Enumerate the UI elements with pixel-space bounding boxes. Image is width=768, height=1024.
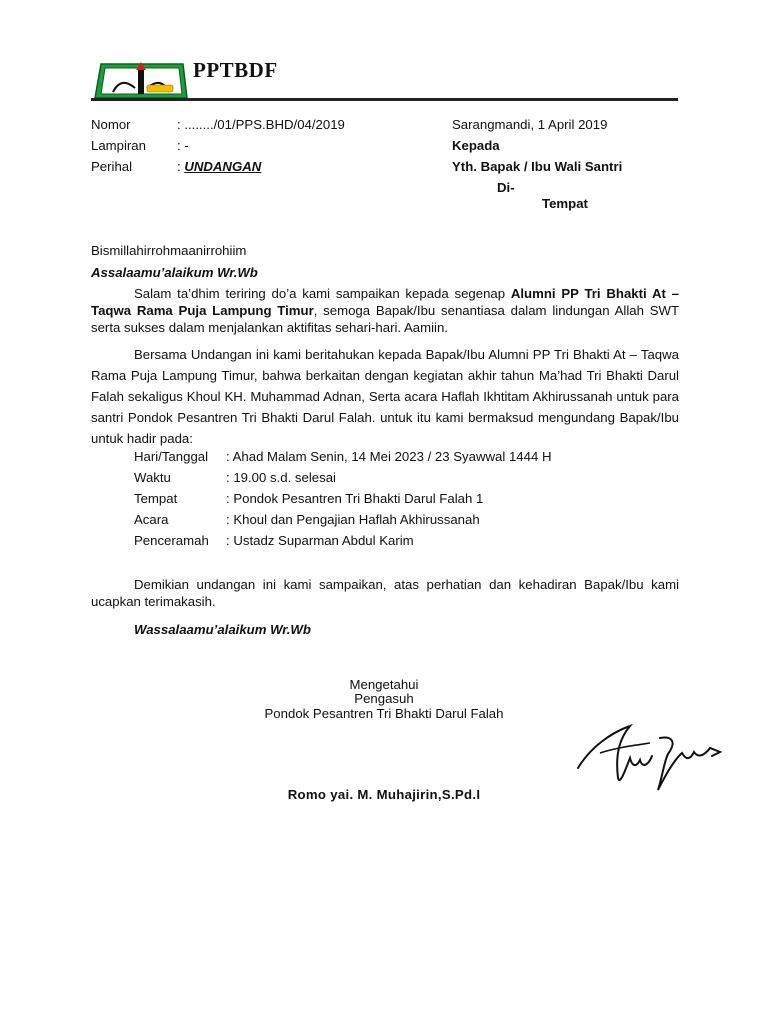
handwritten-signature bbox=[570, 708, 730, 798]
mengetahui: Mengetahui bbox=[349, 677, 419, 692]
salam-open: Assalaamu’alaikum Wr.Wb bbox=[91, 265, 258, 280]
salam-close: Wassalaamu’alaikum Wr.Wb bbox=[134, 622, 311, 637]
lampiran-label: Lampiran bbox=[91, 138, 146, 153]
perihal-value: UNDANGAN bbox=[184, 159, 262, 174]
closing-paragraph: Demikian undangan ini kami sampaikan, atas perhatian dan kehadiran Bapak/Ibu kami ucapkan terimakasih. bbox=[91, 577, 679, 609]
detail-label: Acara bbox=[134, 512, 169, 527]
detail-value: : Khoul dan Pengajian Haflah Akhirussanah bbox=[226, 512, 480, 527]
detail-value: : Ahad Malam Senin, 14 Mei 2023 / 23 Syawwal 1444 H bbox=[226, 449, 552, 464]
recipient: Yth. Bapak / Ibu Wali Santri bbox=[452, 159, 623, 174]
detail-value: : 19.00 s.d. selesai bbox=[226, 470, 336, 485]
kepada-label: Kepada bbox=[452, 138, 500, 153]
tempat-label: Tempat bbox=[542, 196, 588, 211]
paragraph-1 bbox=[91, 285, 679, 336]
perihal-colon: : bbox=[177, 159, 185, 174]
paragraph-2: Bersama Undangan ini kami beritahukan kepada Bapak/Ibu Alumni PP Tri Bhakti At – Taqwa Rama Puja Lampung Timur, bahwa berkaitan dengan kegiatan akhir tahun Ma’had Tri Bhakti Darul Falah sekaligus Khoul KH. Muhammad Adnan, Serta acara Haflah Ikhtitam Akhirussanah untuk para santri Pondok Pesantren Tri Bhakti Darul Falah. untuk itu kami bermaksud mengundang Bapak/Ibu untuk hadir pada: bbox=[91, 347, 679, 446]
detail-value: : Pondok Pesantren Tri Bhakti Darul Falah 1 bbox=[226, 491, 484, 506]
perihal-label: Perihal bbox=[91, 159, 133, 174]
nomor-label: Nomor bbox=[91, 117, 131, 132]
p1-recipient: Alumni PP Tri Bhakti At – Taqwa Rama Puja Lampung Timur bbox=[91, 286, 679, 318]
institution: Pondok Pesantren Tri Bhakti Darul Falah bbox=[264, 706, 504, 721]
place-date: Sarangmandi, 1 April 2019 bbox=[452, 117, 608, 132]
p1-end: , semoga Bapak/Ibu senantiasa dalam lindungan Allah SWT serta sukses dalam menjalankan aktifitas sehari-hari. Aamiin. bbox=[91, 303, 679, 335]
detail-label: Waktu bbox=[134, 470, 171, 485]
detail-value: : Ustadz Suparman Abdul Karim bbox=[226, 533, 414, 548]
nomor-value: : ......../01/PPS.BHD/04/2019 bbox=[177, 117, 345, 132]
pengasuh: Pengasuh bbox=[354, 691, 414, 706]
p1-start: Salam ta’dhim teriring do’a kami sampaikan kepada segenap bbox=[134, 286, 511, 301]
lampiran-value: : - bbox=[177, 138, 189, 153]
detail-label: Penceramah bbox=[134, 533, 209, 548]
letterhead-divider bbox=[91, 98, 678, 101]
org-short-name: PPTBDF bbox=[193, 58, 278, 82]
perihal-line bbox=[177, 159, 261, 175]
org-logo bbox=[91, 58, 190, 100]
detail-label: Hari/Tanggal bbox=[134, 449, 209, 464]
basmalah: Bismillahirrohmaanirrohiim bbox=[91, 243, 247, 258]
di-label: Di- bbox=[497, 180, 515, 195]
detail-label: Tempat bbox=[134, 491, 178, 506]
signatory-name: Romo yai. M. Muhajirin,S.Pd.I bbox=[287, 787, 481, 802]
